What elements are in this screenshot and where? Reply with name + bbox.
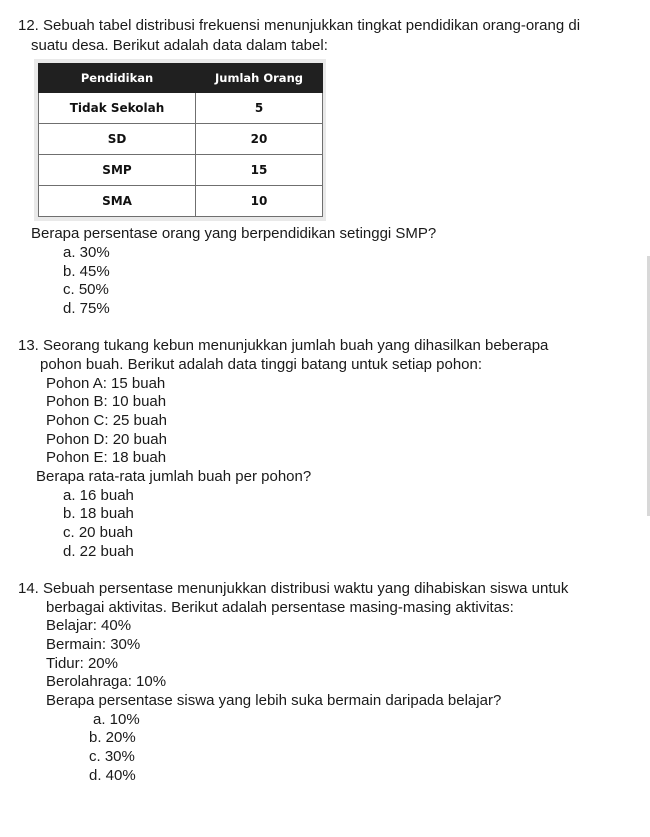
table-header-row	[39, 64, 323, 93]
q14-data-3: Tidur: 20%	[46, 655, 118, 672]
q12-stem-line2: suatu desa. Berikut adalah data dalam tabel:	[31, 37, 328, 54]
table-cell-count: 5	[196, 93, 323, 124]
q13-option-c: c. 20 buah	[63, 524, 134, 541]
q12-stem-line1: 12. Sebuah tabel distribusi frekuensi menunjukkan tingkat pendidikan orang-orang di	[18, 17, 581, 34]
q14-option-c: c. 30%	[89, 748, 135, 765]
q13-data-1: Pohon A: 15 buah	[46, 375, 166, 392]
q13-option-b: b. 18 buah	[63, 505, 134, 522]
table-cell-count: 20	[196, 124, 323, 155]
q14-option-b: b. 20%	[89, 729, 136, 746]
q13-data-2: Pohon B: 10 buah	[46, 393, 167, 410]
q14-question: Berapa persentase siswa yang lebih suka bermain daripada belajar?	[46, 692, 502, 709]
q12-option-a: a. 30%	[63, 244, 110, 261]
table-cell-count: 10	[196, 186, 323, 217]
q13-data-3: Pohon C: 25 buah	[46, 412, 167, 429]
table-row	[39, 93, 323, 124]
q12-option-c: c. 50%	[63, 281, 109, 298]
frequency-table	[38, 63, 323, 217]
column-header-pendidikan: Pendidikan	[39, 64, 196, 93]
q13-option-a: a. 16 buah	[63, 487, 134, 504]
q12-option-b: b. 45%	[63, 263, 110, 280]
q13-stem-line1: 13. Seorang tukang kebun menunjukkan jumlah buah yang dihasilkan beberapa	[18, 337, 549, 354]
table-cell-education: SMP	[39, 155, 196, 186]
q14-data-1: Belajar: 40%	[46, 617, 132, 634]
q12-option-d: d. 75%	[63, 300, 110, 317]
q13-stem-line2: pohon buah. Berikut adalah data tinggi batang untuk setiap pohon:	[40, 356, 483, 373]
q12-question: Berapa persentase orang yang berpendidikan setinggi SMP?	[31, 225, 437, 242]
table-cell-count: 15	[196, 155, 323, 186]
q13-option-d: d. 22 buah	[63, 543, 134, 560]
table-cell-education: SD	[39, 124, 196, 155]
q14-stem-line2: berbagai aktivitas. Berikut adalah persentase masing-masing aktivitas:	[46, 599, 514, 616]
q14-data-2: Bermain: 30%	[46, 636, 141, 653]
q14-data-4: Berolahraga: 10%	[46, 673, 167, 690]
q14-option-a: a. 10%	[93, 711, 140, 728]
table-cell-education: SMA	[39, 186, 196, 217]
table-row	[39, 124, 323, 155]
q14-option-d: d. 40%	[89, 767, 136, 784]
q14-stem-line1: 14. Sebuah persentase menunjukkan distribusi waktu yang dihabiskan siswa untuk	[18, 580, 569, 597]
frequency-table-container	[34, 59, 326, 221]
table-cell-education: Tidak Sekolah	[39, 93, 196, 124]
table-row	[39, 155, 323, 186]
table-row	[39, 186, 323, 217]
q13-data-5: Pohon E: 18 buah	[46, 449, 167, 466]
column-header-jumlah-orang: Jumlah Orang	[196, 64, 323, 93]
q13-data-4: Pohon D: 20 buah	[46, 431, 167, 448]
q13-question: Berapa rata-rata jumlah buah per pohon?	[36, 468, 312, 485]
